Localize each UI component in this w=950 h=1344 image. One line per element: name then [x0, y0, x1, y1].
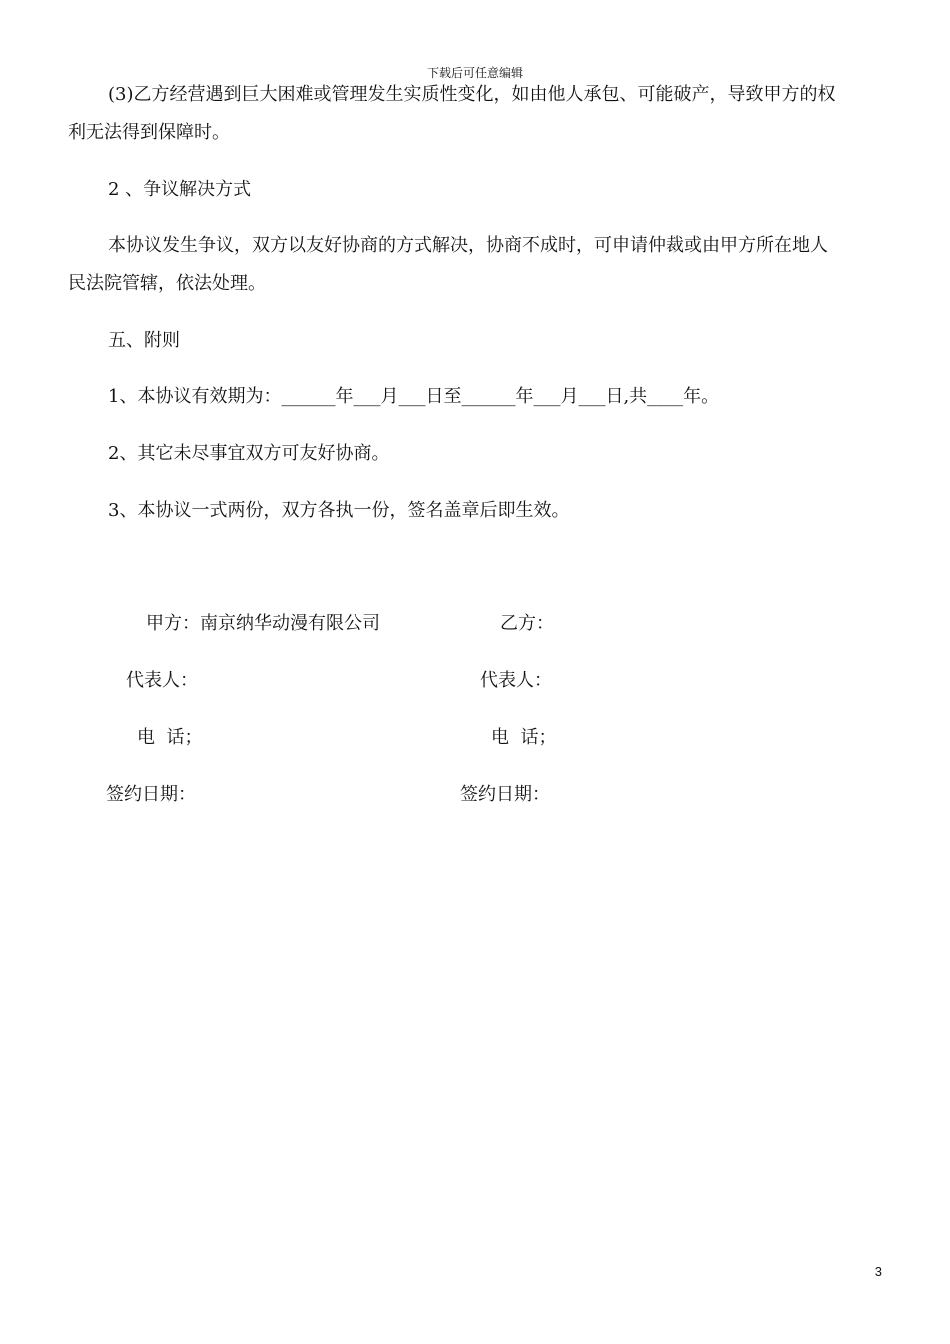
party-a-phone: 电 话；: [137, 727, 203, 748]
page-number: 3: [874, 1264, 882, 1279]
paragraph-line: 利无法得到保障时。: [68, 122, 230, 143]
paragraph-line: 本协议发生争议，双方以友好协商的方式解决，协商不成时，可申请仲裁或由甲方所在地人: [108, 235, 828, 256]
section-heading: 2 、争议解决方式: [108, 179, 252, 200]
party-b-name: 乙方：: [500, 613, 554, 634]
section-heading: 五、附则: [108, 330, 180, 351]
page-header-note: 下载后可任意编辑: [426, 66, 523, 80]
party-b-representative: 代表人：: [480, 670, 552, 691]
party-b-sign-date: 签约日期：: [460, 784, 550, 805]
clause-1: 1、本协议有效期为：______年___月___日至______年___月___日,共____年。: [108, 386, 720, 407]
party-a-name: 甲方：南京纳华动漫有限公司: [146, 613, 380, 634]
paragraph-line: (3)乙方经营遇到巨大困难或管理发生实质性变化，如由他人承包、可能破产，导致甲方的权: [108, 84, 836, 105]
paragraph-line: 民法院管辖，依法处理。: [68, 273, 266, 294]
clause-3: 3、本协议一式两份，双方各执一份，签名盖章后即生效。: [108, 500, 570, 521]
party-b-phone: 电 话；: [491, 727, 557, 748]
clause-2: 2、其它未尽事宜双方可友好协商。: [108, 443, 390, 464]
party-a-representative: 代表人：: [126, 670, 198, 691]
party-a-sign-date: 签约日期：: [106, 784, 196, 805]
